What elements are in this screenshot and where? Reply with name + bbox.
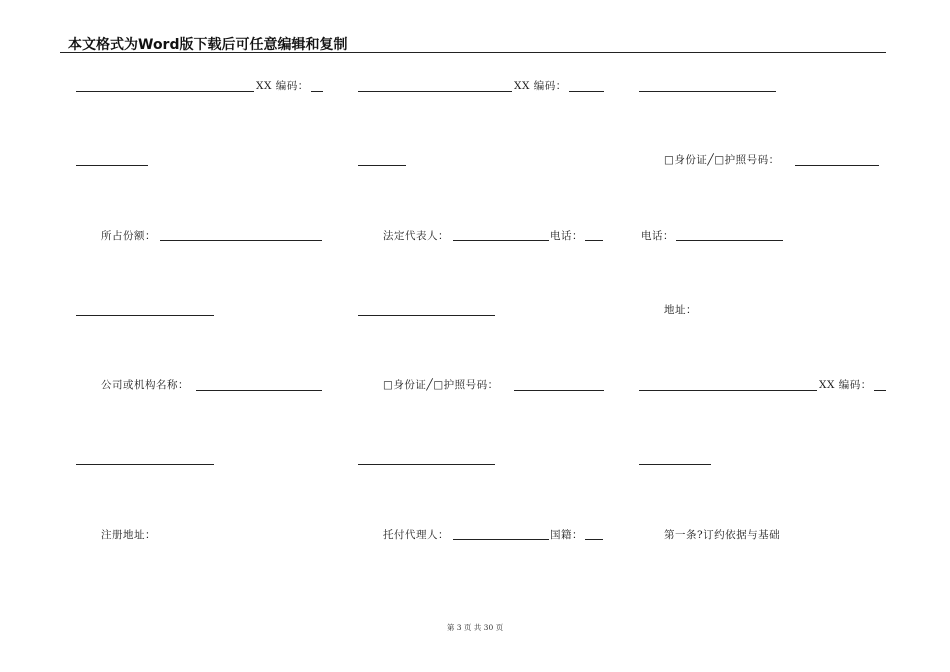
blank-line: [76, 91, 254, 92]
blank-line: [453, 539, 549, 540]
address-label: 地址：: [664, 304, 697, 316]
nationality-label: 国籍：: [550, 529, 583, 541]
blank-line: [874, 390, 886, 391]
blank-line: [639, 464, 711, 465]
blank-line: [76, 315, 214, 316]
blank-line: [795, 165, 879, 166]
registered-address-label: 注册地址：: [101, 529, 156, 541]
blank-line: [358, 315, 495, 316]
article-1-heading: 第一条?订约依据与基础: [664, 529, 781, 541]
blank-line: [358, 165, 406, 166]
blank-line: [76, 165, 148, 166]
legal-representative-label: 法定代表人：: [383, 230, 449, 242]
id-passport-label-1: □身份证╱□护照号码：: [664, 154, 780, 166]
xx-code-label-3: XX 编码：: [819, 379, 872, 391]
blank-line: [585, 539, 603, 540]
blank-line: [639, 390, 817, 391]
blank-line: [358, 464, 495, 465]
xx-code-label-1: XX 编码：: [256, 80, 309, 92]
blank-line: [585, 240, 603, 241]
blank-line: [76, 464, 214, 465]
blank-line: [196, 390, 322, 391]
blank-line: [639, 91, 776, 92]
blank-line: [569, 91, 604, 92]
share-label: 所占份额：: [101, 230, 156, 242]
page-header-title: 本文格式为Word版下载后可任意编辑和复制: [68, 37, 348, 53]
phone-label-inline: 电话：: [550, 230, 583, 242]
blank-line: [311, 91, 323, 92]
agent-label: 托付代理人：: [383, 529, 449, 541]
header-rule: [60, 52, 886, 53]
id-passport-label-2: □身份证╱□护照号码：: [383, 379, 499, 391]
blank-line: [676, 240, 783, 241]
blank-line: [358, 91, 512, 92]
blank-line: [160, 240, 322, 241]
company-name-label: 公司或机构名称：: [101, 379, 189, 391]
blank-line: [514, 390, 604, 391]
phone-label: 电话：: [641, 230, 674, 242]
blank-line: [453, 240, 549, 241]
xx-code-label-2: XX 编码：: [514, 80, 567, 92]
page-number: 第 3 页 共 30 页: [446, 623, 504, 632]
